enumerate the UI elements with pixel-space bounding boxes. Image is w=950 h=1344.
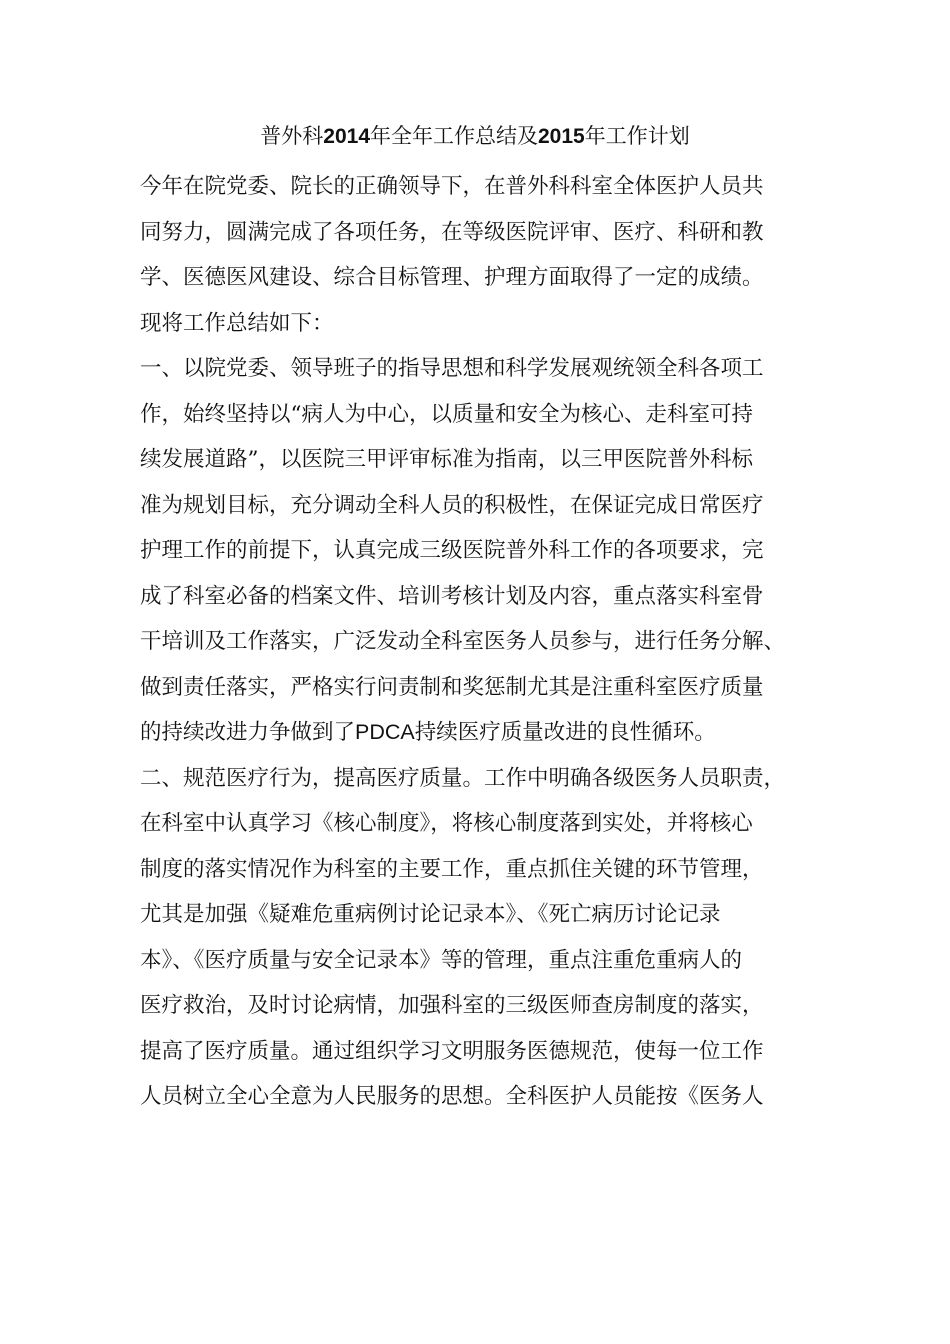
pdca-after: 持续医疗质量改进的良性循环。 bbox=[414, 720, 716, 745]
body-line: 医疗救治，及时讨论病情，加强科室的三级医师查房制度的落实， bbox=[140, 993, 764, 1018]
title-suffix: 年工作计划 bbox=[584, 124, 690, 148]
body-line: 成了科室必备的档案文件、培训考核计划及内容，重点落实科室骨 bbox=[140, 583, 764, 609]
body-line: 同努力，圆满完成了各项任务，在等级医院评审、医疗、科研和教 bbox=[140, 219, 764, 245]
body-line: 作，始终坚持以“病人为中心，以质量和安全为核心、走科室可持 bbox=[140, 401, 753, 427]
body-line: 做到责任落实，严格实行问责制和奖惩制尤其是注重科室医疗质量 bbox=[140, 674, 764, 700]
body-line: 尤其是加强《疑难危重病例讨论记录本》、《死亡病历讨论记录 bbox=[140, 902, 721, 927]
pdca-before: 的持续改进力争做到了 bbox=[140, 720, 356, 745]
body-line: 干培训及工作落实，广泛发动全科室医务人员参与，进行任务分解、 bbox=[140, 629, 786, 654]
body-line: 学、医德医风建设、综合目标管理、护理方面取得了一定的成绩。 bbox=[140, 265, 764, 290]
body-line: 一、以院党委、领导班子的指导思想和科学发展观统领全科各项工 bbox=[140, 356, 764, 381]
title-year-2014: 2014 bbox=[323, 125, 370, 148]
body-line: 制度的落实情况作为科室的主要工作，重点抓住关键的环节管理， bbox=[140, 856, 764, 882]
body-line: 护理工作的前提下，认真完成三级医院普外科工作的各项要求，完 bbox=[140, 538, 764, 563]
body-line: 现将工作总结如下： bbox=[140, 310, 334, 336]
body-line: 在科室中认真学习《核心制度》，将核心制度落到实处，并将核心 bbox=[140, 811, 753, 836]
body-line: 人员树立全心全意为人民服务的思想。全科医护人员能按《医务人 bbox=[140, 1084, 764, 1109]
title-year-2015: 2015 bbox=[538, 125, 585, 148]
body-line: 今年在院党委、院长的正确领导下，在普外科科室全体医护人员共 bbox=[140, 174, 764, 199]
body-line-pdca bbox=[140, 710, 840, 756]
title-prefix: 普外科 bbox=[260, 124, 324, 148]
body-line: 本》、《医疗质量与安全记录本》等的管理，重点注重危重病人的 bbox=[140, 947, 743, 973]
body-line: 二、规范医疗行为，提高医疗质量。工作中明确各级医务人员职责， bbox=[140, 765, 786, 791]
body-line: 提高了医疗质量。通过组织学习文明服务医德规范，使每一位工作 bbox=[140, 1038, 764, 1064]
document-title bbox=[0, 118, 950, 155]
pdca-acronym: PDCA bbox=[355, 720, 415, 744]
body-line: 准为规划目标，充分调动全科人员的积极性，在保证完成日常医疗 bbox=[140, 492, 764, 518]
body-line: 续发展道路”，以医院三甲评审标准为指南，以三甲医院普外科标 bbox=[140, 447, 753, 472]
title-middle: 年全年工作总结及 bbox=[370, 124, 538, 148]
document-body bbox=[140, 164, 840, 1120]
